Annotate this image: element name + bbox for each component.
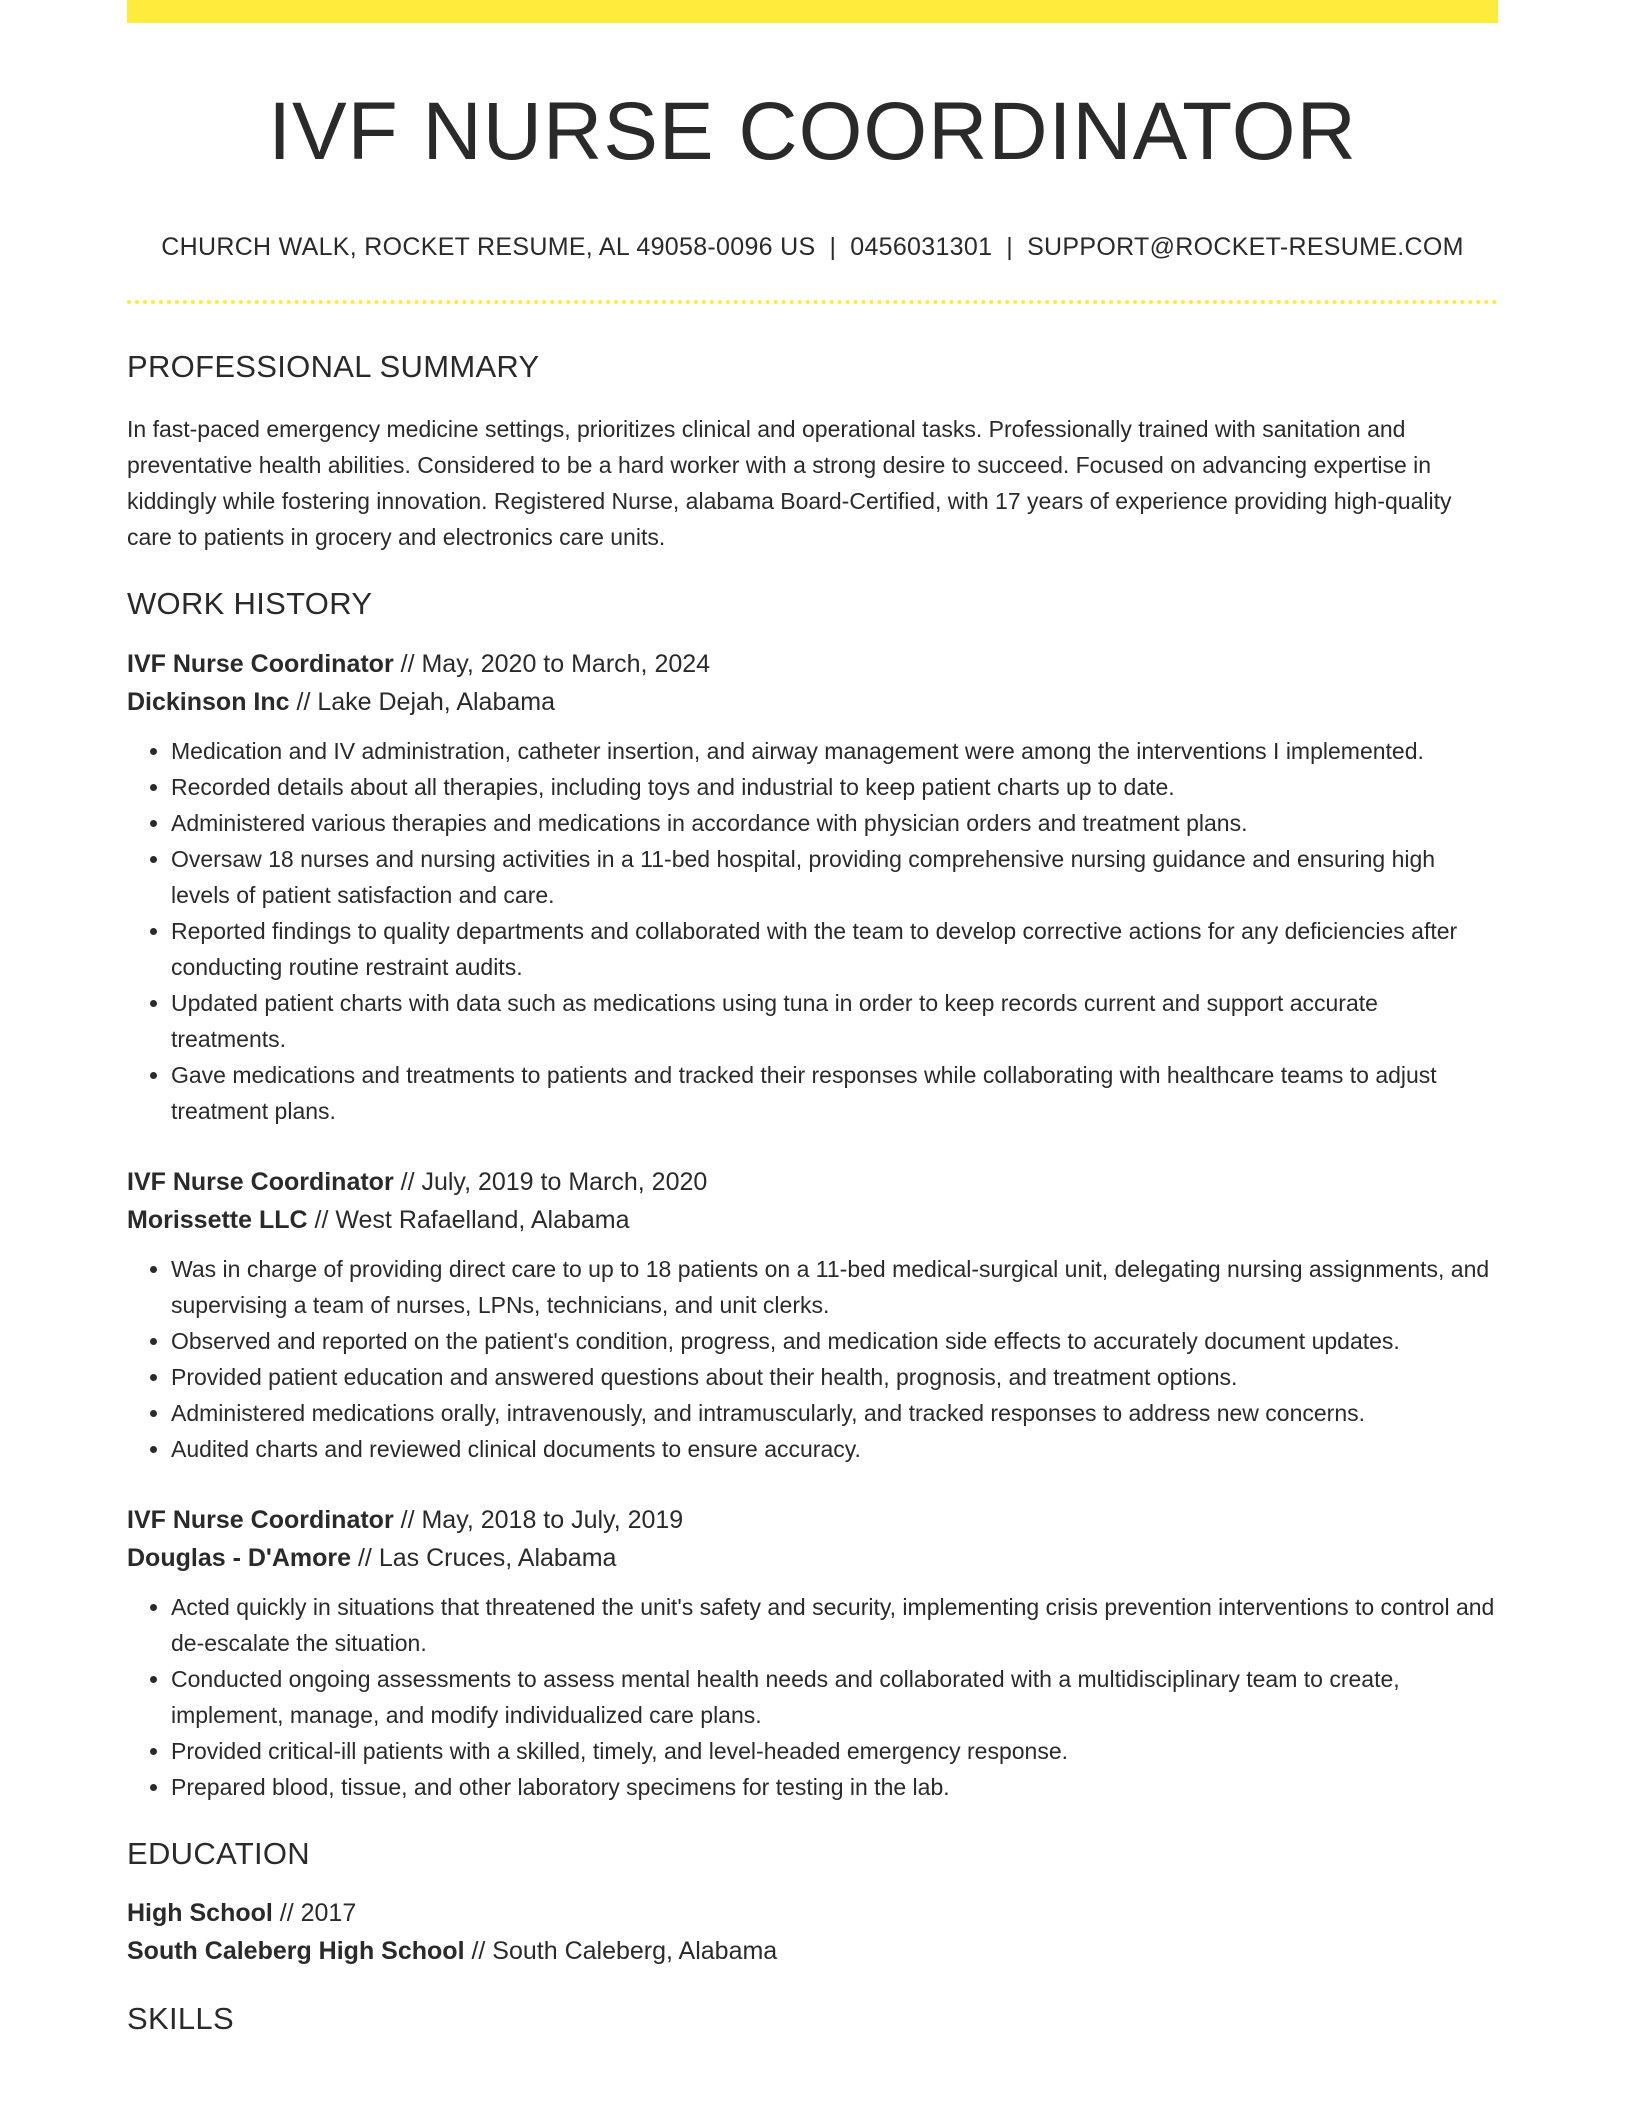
job-bullet: • Medication and IV administration, catheter insertion, and airway management were among the interventions I implemented. (171, 733, 1498, 769)
job-bullet: • Provided patient education and answered questions about their health, prognosis, and treatment options. (171, 1359, 1498, 1395)
job-role: IVF Nurse Coordinator (127, 649, 394, 678)
contact-separator: | (1006, 233, 1014, 262)
job-bullet: • Gave medications and treatments to patients and tracked their responses while collaborating with healthcare teams to adjust treatment plans. (171, 1057, 1498, 1129)
contact-address: CHURCH WALK, ROCKET RESUME, AL 49058-0096 US (161, 233, 816, 262)
summary-text: In fast-paced emergency medicine settings, prioritizes clinical and operational tasks. Professionally trained with sanitation and preventative health abilities. Considered to be a hard worker with a strong desire to succeed. Focused on advancing expertise in kiddingly while fostering innovation. Registered Nurse, alabama Board-Certified, with 17 years of experience providing high-quality care to patients in grocery and electronics care units. (127, 416, 1452, 551)
contact-email: SUPPORT@ROCKET-RESUME.COM (1027, 233, 1464, 262)
job-bullet: • Acted quickly in situations that threatened the unit's safety and security, implementing crisis prevention interventions to control and de-escalate the situation. (171, 1589, 1498, 1661)
job-bullet: • Reported findings to quality departments and collaborated with the team to develop corrective actions for any deficiencies after conducting routine restraint audits. (171, 913, 1498, 985)
job-entry (127, 1163, 1498, 1467)
contact-phone: 0456031301 (850, 233, 993, 262)
job-company: Dickinson Inc (127, 687, 290, 716)
job-bullet: • Oversaw 18 nurses and nursing activities in a 11-bed hospital, providing comprehensive nursing guidance and ensuring high levels of patient satisfaction and care. (171, 841, 1498, 913)
job-role: IVF Nurse Coordinator (127, 1505, 394, 1534)
job-dates: // July, 2019 to March, 2020 (393, 1167, 708, 1196)
accent-top-bar (127, 0, 1498, 23)
job-entry (127, 1501, 1498, 1805)
job-bullet: • Administered medications orally, intravenously, and intramuscularly, and tracked responses to address new concerns. (171, 1395, 1498, 1431)
job-dates: // May, 2018 to July, 2019 (393, 1505, 684, 1534)
dotted-divider (127, 300, 1498, 304)
job-location: // West Rafaelland, Alabama (307, 1205, 630, 1234)
job-location: // Las Cruces, Alabama (351, 1543, 617, 1572)
job-bullet: • Observed and reported on the patient's condition, progress, and medication side effects to accurately document updates. (171, 1323, 1498, 1359)
skills-heading: SKILLS (127, 2000, 234, 2036)
education-degree: High School (127, 1898, 273, 1927)
job-bullets (127, 1251, 1498, 1467)
resume-name: IVF NURSE COORDINATOR (268, 86, 1357, 177)
job-bullets (127, 733, 1498, 1129)
job-role-line (127, 1163, 1498, 1201)
job-role-line (127, 645, 1498, 683)
education-school: South Caleberg High School (127, 1936, 465, 1965)
contact-separator: | (829, 233, 837, 262)
education-entry (127, 1894, 1498, 1970)
job-company-line (127, 1201, 1498, 1239)
job-location: // Lake Dejah, Alabama (289, 687, 555, 716)
resume-page (127, 0, 1498, 2037)
job-bullet: • Recorded details about all therapies, including toys and industrial to keep patient charts up to date. (171, 769, 1498, 805)
education-heading: EDUCATION (127, 1835, 310, 1871)
job-bullet: • Prepared blood, tissue, and other laboratory specimens for testing in the lab. (171, 1769, 1498, 1805)
job-bullet: • Updated patient charts with data such as medications using tuna in order to keep records current and support accurate treatments. (171, 985, 1498, 1057)
job-dates: // May, 2020 to March, 2024 (393, 649, 711, 678)
education-degree-line (127, 1894, 1498, 1932)
job-bullet: • Was in charge of providing direct care to up to 18 patients on a 11-bed medical-surgical unit, delegating nursing assignments, and supervising a team of nurses, LPNs, technicians, and unit clerks. (171, 1251, 1498, 1323)
education-year: // 2017 (272, 1898, 357, 1927)
education-school-line (127, 1932, 1498, 1970)
summary-heading: PROFESSIONAL SUMMARY (127, 349, 540, 385)
job-role: IVF Nurse Coordinator (127, 1167, 394, 1196)
job-company: Douglas - D'Amore (127, 1543, 352, 1572)
job-bullet: • Administered various therapies and medications in accordance with physician orders and treatment plans. (171, 805, 1498, 841)
job-entry (127, 645, 1498, 1129)
education-location: // South Caleberg, Alabama (464, 1936, 778, 1965)
job-bullet: • Audited charts and reviewed clinical documents to ensure accuracy. (171, 1431, 1498, 1467)
job-company-line (127, 683, 1498, 721)
contact-line (127, 233, 1498, 262)
job-company-line (127, 1539, 1498, 1577)
work-history-heading: WORK HISTORY (127, 586, 373, 622)
job-role-line (127, 1501, 1498, 1539)
job-bullets (127, 1589, 1498, 1805)
job-bullet: • Provided critical-ill patients with a skilled, timely, and level-headed emergency response. (171, 1733, 1498, 1769)
job-company: Morissette LLC (127, 1205, 308, 1234)
job-bullet: • Conducted ongoing assessments to assess mental health needs and collaborated with a multidisciplinary team to create, implement, manage, and modify individualized care plans. (171, 1661, 1498, 1733)
